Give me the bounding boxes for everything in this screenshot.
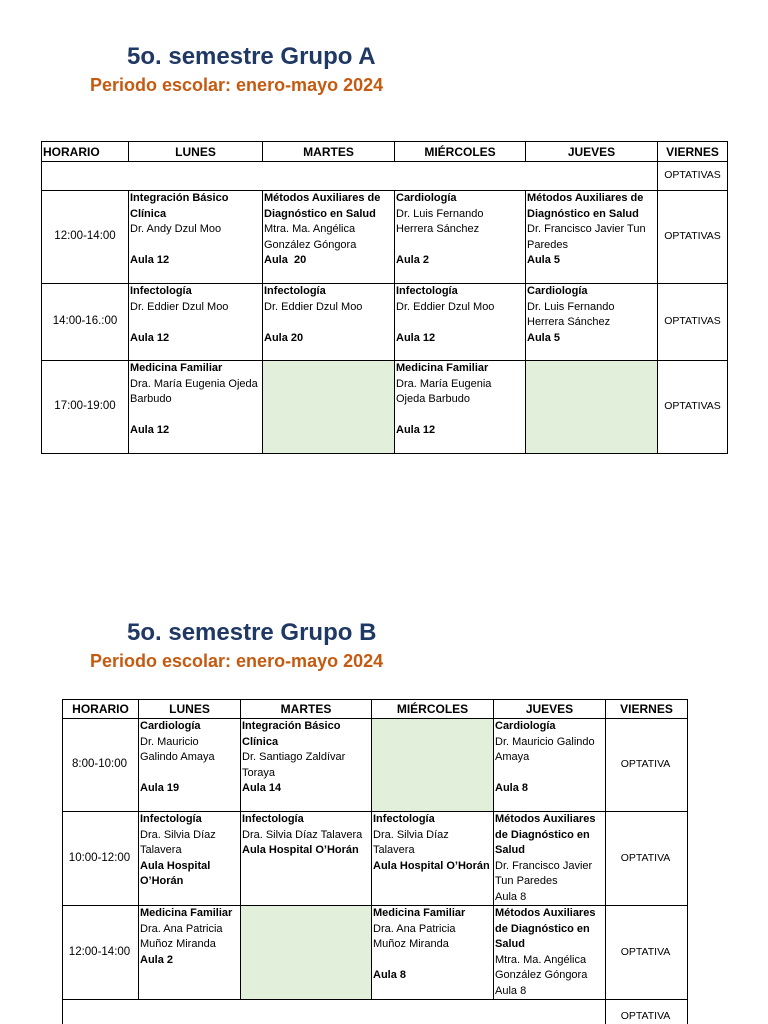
class-cell xyxy=(139,812,241,906)
time-slot: 12:00-14:00 xyxy=(42,191,129,284)
course-name: Integración Básico Clínica xyxy=(242,720,341,748)
elective-cell: OPTATIVAS xyxy=(658,361,728,454)
teacher-name: Dr. Andy Dzul Moo xyxy=(130,223,222,235)
schedule-table-group-b xyxy=(62,699,688,1024)
free-slot xyxy=(372,719,494,812)
column-header-jueves: JUEVES xyxy=(526,142,658,162)
classroom: Aula 12 xyxy=(130,424,170,436)
classroom: Aula Hospital O’Horán xyxy=(242,844,359,856)
elective-cell: OPTATIVA xyxy=(606,719,688,812)
class-cell xyxy=(395,191,526,284)
teacher-name: Dr. Francisco Javier Tun Paredes xyxy=(527,223,646,251)
classroom: Aula 8 xyxy=(495,890,527,903)
class-cell xyxy=(241,812,372,906)
classroom: Aula 20 xyxy=(264,331,304,344)
teacher-name: Dr. Eddier Dzul Moo xyxy=(130,300,229,313)
time-slot: 14:00-16.:00 xyxy=(42,284,129,361)
course-name: Medicina Familiar xyxy=(396,362,489,374)
column-header-martes: MARTES xyxy=(241,700,372,719)
teacher-name: Mtra. Ma. Angélica González Góngora xyxy=(495,953,588,981)
class-cell xyxy=(372,906,494,1000)
schedule-title: 5o. semestre Grupo A xyxy=(127,43,376,70)
table-row xyxy=(42,191,728,284)
teacher-name: Dra. María Eugenia Ojeda Barbudo xyxy=(130,377,258,405)
elective-cell: OPTATIVA xyxy=(606,906,688,1000)
classroom: Aula 12 xyxy=(130,254,170,266)
free-slot xyxy=(526,361,658,454)
teacher-name: Dra. Ana Patricia Muñoz Miranda xyxy=(140,922,223,950)
class-cell xyxy=(129,284,263,361)
table-row xyxy=(63,906,688,1000)
time-slot: 17:00-19:00 xyxy=(42,361,129,454)
class-cell xyxy=(526,191,658,284)
time-slot: 10:00-12:00 xyxy=(63,812,139,906)
empty-cell xyxy=(63,1000,606,1024)
teacher-name: Dr. Luis Fernando Herrera Sánchez xyxy=(396,207,484,235)
teacher-name: Dr. Luis Fernando Herrera Sánchez xyxy=(527,300,615,328)
time-slot: 12:00-14:00 xyxy=(63,906,139,1000)
course-name: Medicina Familiar xyxy=(373,907,466,919)
teacher-name: Dr. Mauricio Galindo Amaya xyxy=(495,735,595,763)
free-slot xyxy=(241,906,372,1000)
classroom: Aula 2 xyxy=(140,953,174,966)
time-slot: 8:00-10:00 xyxy=(63,719,139,812)
class-cell xyxy=(139,906,241,1000)
course-name: Infectología xyxy=(396,285,458,297)
header-row xyxy=(42,142,728,162)
teacher-name: Dra. Silvia Díaz Talavera xyxy=(373,828,449,856)
course-name: Cardiología xyxy=(527,285,588,297)
teacher-name: Dr. Eddier Dzul Moo xyxy=(264,300,363,313)
teacher-name: Dra. Silvia Díaz Talavera xyxy=(140,828,216,856)
teacher-name: Mtra. Ma. Angélica González Góngora xyxy=(264,223,357,251)
course-name: Métodos Auxiliares de Diagnóstico en Salud xyxy=(495,907,596,950)
classroom: Aula 5 xyxy=(527,331,561,344)
class-cell xyxy=(372,812,494,906)
elective-cell: OPTATIVAS xyxy=(658,284,728,361)
column-header-jueves: JUEVES xyxy=(494,700,606,719)
column-header-viernes: VIERNES xyxy=(606,700,688,719)
schedule-table-group-a xyxy=(41,141,728,454)
table-row xyxy=(42,162,728,191)
classroom: Aula 19 xyxy=(140,782,180,794)
class-cell xyxy=(129,191,263,284)
classroom: Aula 14 xyxy=(242,782,282,794)
teacher-name: Dra. María Eugenia Ojeda Barbudo xyxy=(396,377,492,405)
elective-cell: OPTATIVA xyxy=(606,1000,688,1024)
elective-cell: OPTATIVA xyxy=(606,812,688,906)
classroom: Aula 20 xyxy=(264,254,307,266)
classroom: Aula 12 xyxy=(396,424,436,436)
class-cell xyxy=(129,361,263,454)
classroom: Aula 12 xyxy=(130,331,170,344)
column-header-miercoles: MIÉRCOLES xyxy=(395,142,526,162)
course-name: Infectología xyxy=(140,813,202,825)
class-cell xyxy=(241,719,372,812)
classroom: Aula 8 xyxy=(373,969,407,981)
table-row xyxy=(63,812,688,906)
column-header-viernes: VIERNES xyxy=(658,142,728,162)
classroom: Aula 8 xyxy=(495,984,527,997)
elective-cell: OPTATIVAS xyxy=(658,191,728,284)
class-cell xyxy=(263,284,395,361)
teacher-name: Dr. Santiago Zaldívar Toraya xyxy=(242,751,346,779)
empty-cell xyxy=(42,162,658,191)
schedule-table-wrapper xyxy=(62,699,689,1024)
teacher-name: Dra. Ana Patricia Muñoz Miranda xyxy=(373,922,456,950)
class-cell xyxy=(263,191,395,284)
course-name: Métodos Auxiliares de Diagnóstico en Salud xyxy=(527,192,644,220)
column-header-horario: HORARIO xyxy=(63,700,139,719)
schedule-title: 5o. semestre Grupo B xyxy=(127,619,377,646)
class-cell xyxy=(526,284,658,361)
course-name: Infectología xyxy=(373,813,435,825)
table-row xyxy=(63,719,688,812)
class-cell xyxy=(139,719,241,812)
table-row xyxy=(42,361,728,454)
course-name: Cardiología xyxy=(140,720,201,732)
course-name: Medicina Familiar xyxy=(140,907,233,919)
classroom: Aula 5 xyxy=(527,254,561,266)
course-name: Métodos Auxiliares de Diagnóstico en Salud xyxy=(264,192,381,220)
column-header-horario: HORARIO xyxy=(42,142,129,162)
classroom: Aula 8 xyxy=(495,782,529,794)
course-name: Infectología xyxy=(130,285,192,297)
course-name: Métodos Auxiliares de Diagnóstico en Salud xyxy=(495,813,596,856)
classroom: Aula 2 xyxy=(396,254,430,266)
course-name: Cardiología xyxy=(396,192,457,204)
classroom: Aula Hospital O’Horán xyxy=(140,859,214,887)
course-name: Cardiología xyxy=(495,720,556,732)
class-cell xyxy=(494,906,606,1000)
school-period: Periodo escolar: enero-mayo 2024 xyxy=(90,75,384,95)
class-cell xyxy=(494,812,606,906)
teacher-name: Dra. Silvia Díaz Talavera xyxy=(242,828,363,841)
school-period: Periodo escolar: enero-mayo 2024 xyxy=(90,651,384,671)
column-header-miercoles: MIÉRCOLES xyxy=(372,700,494,719)
column-header-martes: MARTES xyxy=(263,142,395,162)
course-name: Infectología xyxy=(242,813,304,825)
table-row xyxy=(42,284,728,361)
column-header-lunes: LUNES xyxy=(129,142,263,162)
course-name: Integración Básico Clínica xyxy=(130,192,229,220)
free-slot xyxy=(263,361,395,454)
header-row xyxy=(63,700,688,719)
course-name: Infectología xyxy=(264,285,326,297)
column-header-lunes: LUNES xyxy=(139,700,241,719)
classroom: Aula Hospital O’Horán xyxy=(373,859,490,872)
class-cell xyxy=(395,361,526,454)
class-cell xyxy=(395,284,526,361)
course-name: Medicina Familiar xyxy=(130,362,223,374)
teacher-name: Dr. Francisco Javier Tun Paredes xyxy=(495,859,593,887)
class-cell xyxy=(494,719,606,812)
teacher-name: Dr. Eddier Dzul Moo xyxy=(396,300,495,313)
classroom: Aula 12 xyxy=(396,331,436,344)
elective-cell: OPTATIVAS xyxy=(658,162,728,191)
teacher-name: Dr. Mauricio Galindo Amaya xyxy=(140,735,215,763)
table-row xyxy=(63,1000,688,1024)
